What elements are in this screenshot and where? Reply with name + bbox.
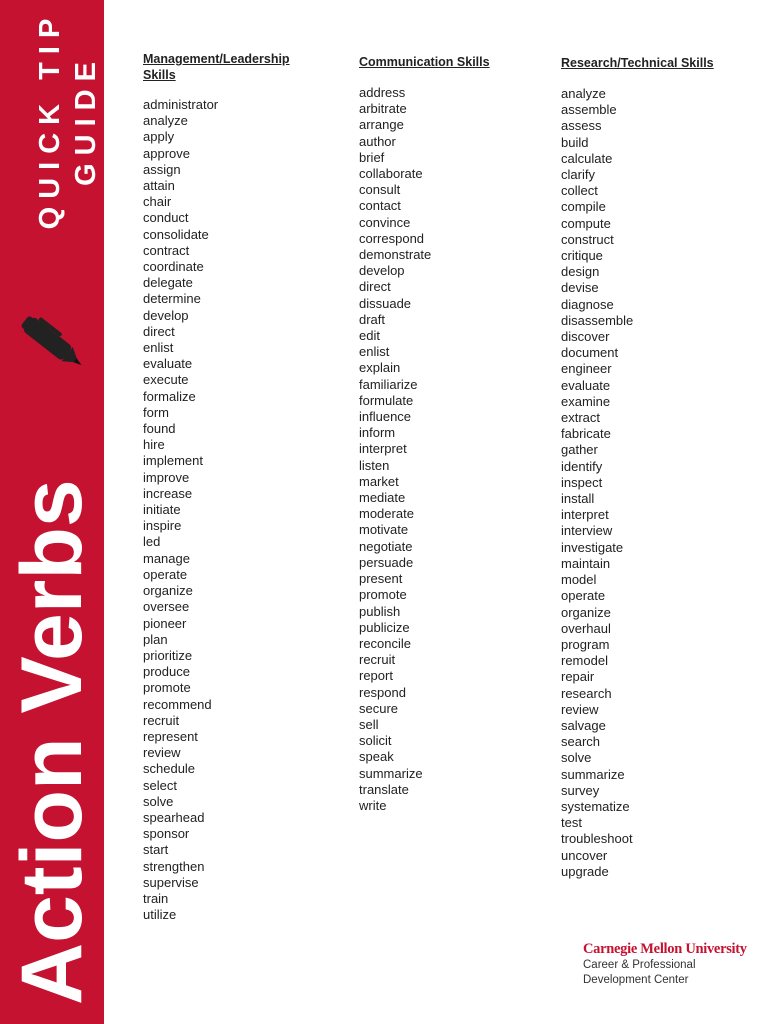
list-item: train [143, 890, 169, 906]
list-item: oversee [143, 599, 190, 615]
list-item: develop [143, 307, 189, 323]
list-item: schedule [143, 761, 196, 777]
list-item: arrange [359, 117, 404, 133]
list-item: contact [359, 198, 401, 214]
list-item: inspect [561, 474, 603, 490]
list-item: search [561, 734, 601, 750]
list-item: program [561, 636, 610, 652]
list-item: mediate [359, 490, 406, 506]
list-item: edit [359, 328, 380, 344]
list-item: consolidate [143, 226, 209, 242]
list-item: survey [561, 782, 600, 798]
list-item: reconcile [359, 635, 412, 651]
list-item: author [359, 133, 396, 149]
list-item: compute [561, 215, 611, 231]
list-item: convince [359, 214, 411, 230]
list-item: chair [143, 194, 172, 210]
list-item: review [561, 701, 599, 717]
list-item: explain [359, 360, 401, 376]
list-item: systematize [561, 798, 630, 814]
department-line: Development Center [583, 974, 689, 986]
list-item: engineer [561, 361, 612, 377]
list-item: disassemble [561, 312, 634, 328]
list-item: calculate [561, 150, 613, 166]
list-item: demonstrate [359, 247, 432, 263]
list-item: model [561, 572, 597, 588]
list-item: secure [359, 700, 399, 716]
list-item: utilize [143, 907, 177, 923]
list-item: speak [359, 749, 394, 765]
list-item: execute [143, 372, 189, 388]
verb-list [359, 85, 431, 814]
list-item: select [143, 777, 177, 793]
page-title: Action Verbs [4, 479, 100, 1005]
list-item: assign [143, 161, 181, 177]
list-item: represent [143, 728, 198, 744]
list-item: apply [143, 129, 175, 145]
list-item: present [359, 571, 403, 587]
list-item: plan [143, 631, 168, 647]
list-item: develop [359, 263, 405, 279]
list-item: report [359, 668, 393, 684]
list-item: enlist [359, 344, 390, 360]
list-item: dissuade [359, 295, 412, 311]
list-item: remodel [561, 653, 608, 669]
list-item: salvage [561, 717, 606, 733]
list-item: approve [143, 145, 190, 161]
list-item: review [143, 745, 181, 761]
list-item: consult [359, 182, 401, 198]
list-item: increase [143, 485, 193, 501]
list-item: extract [561, 410, 601, 426]
list-item: maintain [561, 555, 611, 571]
list-item: inspire [143, 518, 182, 534]
university-logo-text: Carnegie Mellon University [583, 941, 747, 957]
list-item: organize [143, 583, 193, 599]
list-item: produce [143, 664, 190, 680]
list-item: test [561, 815, 582, 831]
list-item: recommend [143, 696, 212, 712]
list-item: led [143, 534, 161, 550]
list-item: arbitrate [359, 101, 407, 117]
verb-list [143, 97, 218, 923]
list-item: sell [359, 716, 379, 732]
list-item: delegate [143, 275, 193, 291]
list-item: assess [561, 118, 602, 134]
list-item: administrator [143, 97, 219, 112]
list-item: sponsor [143, 826, 190, 842]
list-item: summarize [561, 766, 625, 782]
list-item: upgrade [561, 863, 609, 879]
list-item: found [143, 421, 176, 437]
list-item: listen [359, 457, 390, 473]
list-item: collect [561, 183, 598, 199]
list-item: construct [561, 231, 614, 247]
list-item: persuade [359, 554, 414, 570]
list-item: research [561, 685, 612, 701]
list-item: interpret [561, 507, 609, 523]
list-item: operate [561, 588, 606, 604]
list-item: evaluate [143, 356, 193, 372]
list-item: translate [359, 781, 409, 797]
list-item: solve [561, 750, 592, 766]
list-item: respond [359, 684, 406, 700]
list-item: solve [143, 793, 174, 809]
list-item: pioneer [143, 615, 187, 631]
list-item: design [561, 264, 600, 280]
list-item: solicit [359, 733, 392, 749]
list-item: identify [561, 458, 603, 474]
list-item: conduct [143, 210, 189, 226]
list-item: negotiate [359, 538, 413, 554]
list-item: influence [359, 409, 412, 425]
list-item: collaborate [359, 166, 423, 182]
list-item: discover [561, 329, 610, 345]
list-item: evaluate [561, 377, 611, 393]
list-item: formalize [143, 388, 196, 404]
list-item: uncover [561, 847, 608, 863]
list-item: write [359, 797, 387, 813]
list-item: investigate [561, 539, 624, 555]
list-item: familiarize [359, 376, 418, 392]
guide-label: GUIDE [70, 54, 102, 186]
list-item: recruit [143, 712, 180, 728]
list-item: diagnose [561, 296, 614, 312]
quick-tip-label: QUICK TIP [34, 10, 66, 230]
list-item: install [561, 491, 595, 507]
verb-list [561, 86, 633, 880]
list-item: clarify [561, 167, 595, 183]
list-item: contract [143, 242, 190, 258]
list-item: start [143, 842, 169, 858]
list-item: enlist [143, 340, 174, 356]
list-item: gather [561, 442, 598, 458]
list-item: troubleshoot [561, 831, 633, 847]
list-item: repair [561, 669, 595, 685]
list-item: critique [561, 248, 603, 264]
department-line: Career & Professional [583, 959, 696, 971]
list-item: inform [359, 425, 396, 441]
list-item: assemble [561, 102, 617, 118]
list-item: coordinate [143, 259, 204, 275]
list-item: initiate [143, 502, 181, 518]
list-item: address [359, 85, 406, 100]
list-item: improve [143, 469, 190, 485]
column-heading: Communication Skills [359, 55, 490, 69]
list-item: overhaul [561, 620, 611, 636]
list-item: determine [143, 291, 201, 307]
list-item: brief [359, 149, 385, 165]
list-item: interview [561, 523, 613, 539]
list-item: form [143, 404, 169, 420]
list-item: examine [561, 393, 611, 409]
list-item: fabricate [561, 426, 611, 442]
list-item: promote [359, 587, 407, 603]
list-item: analyze [561, 86, 606, 101]
list-item: correspond [359, 230, 425, 246]
list-item: prioritize [143, 647, 193, 663]
list-item: devise [561, 280, 599, 296]
university-branding [583, 940, 753, 988]
list-item: publish [359, 603, 401, 619]
list-item: implement [143, 453, 203, 469]
list-item: direct [359, 279, 391, 295]
list-item: analyze [143, 113, 188, 129]
list-item: attain [143, 178, 175, 194]
list-item: compile [561, 199, 606, 215]
list-item: hire [143, 437, 165, 453]
list-item: draft [359, 311, 386, 327]
list-item: promote [143, 680, 191, 696]
list-item: strengthen [143, 858, 205, 874]
column-heading: Management/Leadership Skills [143, 52, 290, 82]
list-item: summarize [359, 765, 423, 781]
list-item: manage [143, 550, 190, 566]
column-heading: Research/Technical Skills [561, 56, 714, 70]
list-item: direct [143, 323, 175, 339]
list-item: market [359, 473, 399, 489]
list-item: build [561, 134, 589, 150]
sidebar-banner [0, 0, 104, 1024]
list-item: supervise [143, 874, 199, 890]
list-item: motivate [359, 522, 409, 538]
list-item: document [561, 345, 619, 361]
list-item: interpret [359, 441, 407, 457]
list-item: spearhead [143, 809, 205, 825]
pen-icon [16, 310, 92, 380]
list-item: moderate [359, 506, 414, 522]
list-item: organize [561, 604, 611, 620]
list-item: publicize [359, 619, 410, 635]
list-item: recruit [359, 652, 396, 668]
list-item: operate [143, 566, 188, 582]
list-item: formulate [359, 392, 414, 408]
